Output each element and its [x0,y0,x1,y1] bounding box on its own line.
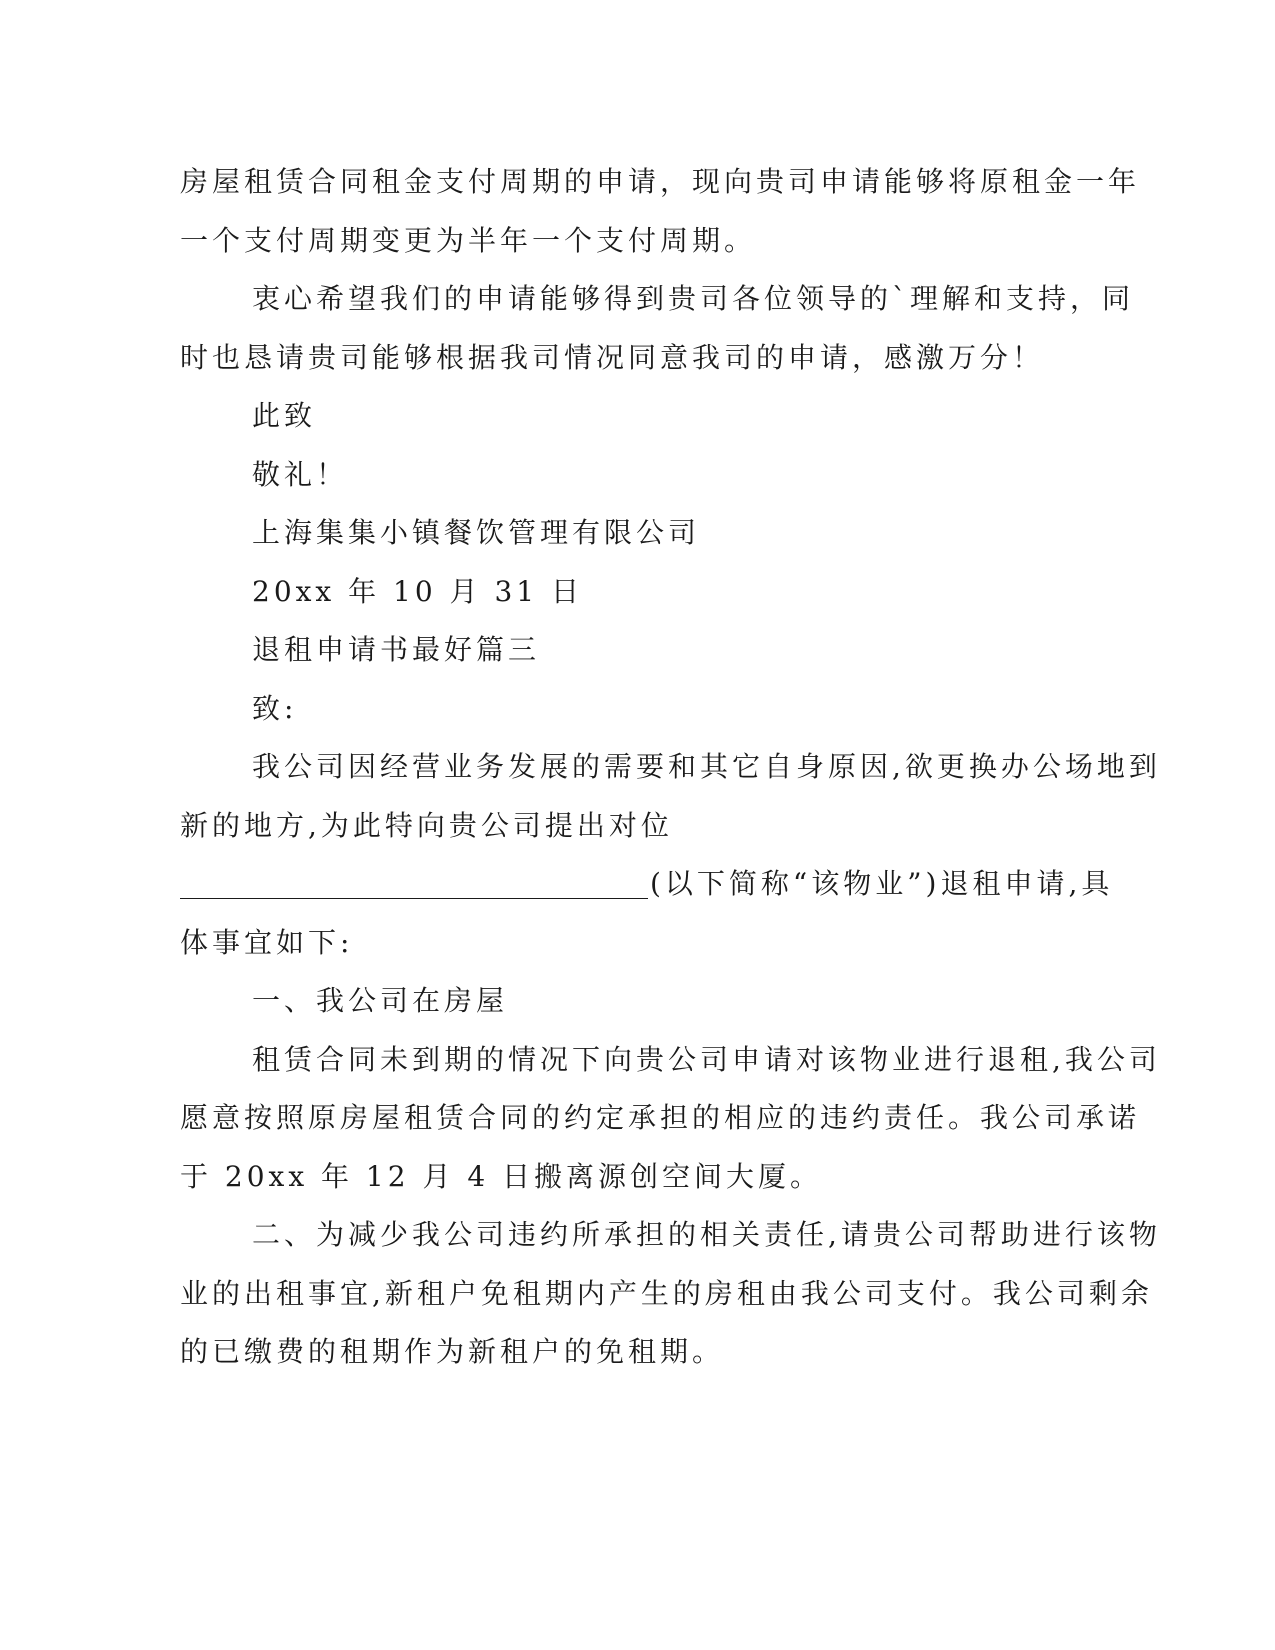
paragraph-line: 体事宜如下: [180,925,354,959]
signature-date: 20xx 年 10 月 31 日 [252,574,583,608]
closing-regards: 敬礼！ [252,457,349,491]
paragraph-line: 新的地方,为此特向贵公司提出对位 [180,808,673,842]
document-page [180,153,1161,1382]
paragraph-line: 一个支付周期变更为半年一个支付周期。 [180,223,757,257]
paragraph-line: 我公司因经营业务发展的需要和其它自身原因,欲更换办公场地到 [252,750,1161,783]
addressee: 致: [252,691,298,725]
paragraph-line: 于 20xx 年 12 月 4 日搬离源创空间大厦。 [180,1159,823,1193]
signature-company: 上海集集小镇餐饮管理有限公司 [252,516,701,549]
closing-salutation: 此致 [252,399,317,432]
paragraph-line: 房屋租赁合同租金支付周期的申请，现向贵司申请能够将原租金一年 [180,165,1141,198]
paragraph-line: 租赁合同未到期的情况下向贵公司申请对该物业进行退租,我公司 [252,1042,1161,1076]
paragraph-line-text: (以下简称“该物业”)退租申请,具 [650,867,1114,900]
paragraph-line: 愿意按照原房屋租赁合同的约定承担的相应的违约责任。我公司承诺 [180,1101,1141,1134]
paragraph-line: 时也恳请贵司能够根据我司情况同意我司的申请，感激万分！ [180,340,1045,374]
paragraph-line: 二、为减少我公司违约所承担的相关责任,请贵公司帮助进行该物 [252,1218,1161,1251]
paragraph-line: 的已缴费的租期作为新租户的免租期。 [180,1335,725,1368]
paragraph-line-with-blank [180,855,1114,914]
list-item-heading: 一、我公司在房屋 [252,984,509,1017]
section-title: 退租申请书最好篇三 [252,633,541,666]
fill-in-blank [180,862,648,899]
paragraph-line: 衷心希望我们的申请能够得到贵司各位领导的`理解和支持，同 [252,282,1135,315]
paragraph-line: 业的出租事宜,新租户免租期内产生的房租由我公司支付。我公司剩余 [180,1276,1153,1310]
